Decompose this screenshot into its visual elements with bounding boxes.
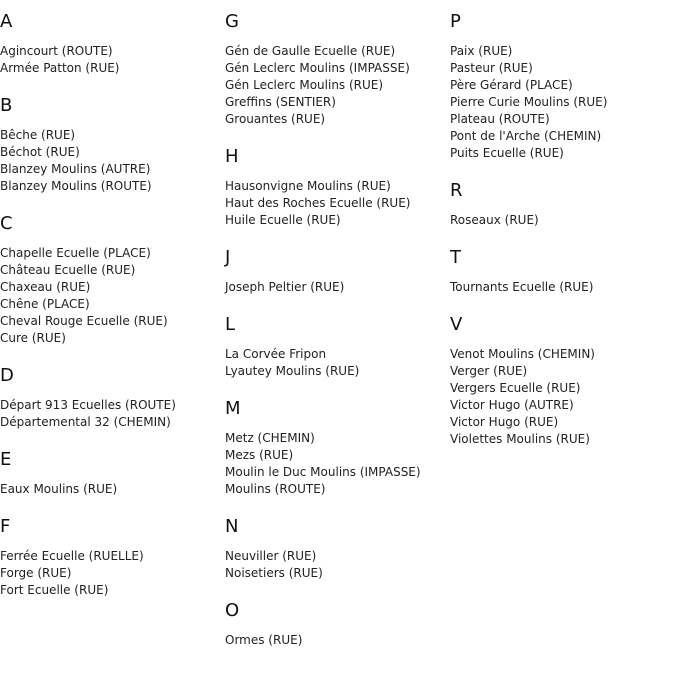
street-item: Pont de l'Arche (CHEMIN) — [450, 129, 602, 143]
street-item: Pierre Curie Moulins (RUE) — [450, 95, 608, 109]
street-item: Violettes Moulins (RUE) — [450, 432, 590, 446]
street-item: Fort Ecuelle (RUE) — [0, 583, 109, 597]
street-item: Père Gérard (PLACE) — [450, 78, 573, 92]
street-list — [0, 548, 220, 599]
index-column-2 — [225, 10, 445, 666]
street-item: Départemental 32 (CHEMIN) — [0, 415, 171, 429]
street-item: Château Ecuelle (RUE) — [0, 263, 136, 277]
street-item: Mezs (RUE) — [225, 448, 294, 462]
letter-heading: L — [225, 314, 236, 335]
street-item: Cure (RUE) — [0, 331, 66, 345]
letter-heading: B — [0, 95, 13, 116]
street-item: Joseph Peltier (RUE) — [225, 280, 345, 294]
street-item: Ferrée Ecuelle (RUELLE) — [0, 549, 144, 563]
street-item: Blanzey Moulins (ROUTE) — [0, 179, 152, 193]
letter-heading: H — [225, 146, 239, 167]
letter-group — [0, 515, 220, 599]
street-list — [0, 127, 220, 195]
letter-group — [450, 313, 675, 448]
letter-heading: D — [0, 365, 14, 386]
street-item: Puits Ecuelle (RUE) — [450, 146, 564, 160]
street-item: Plateau (ROUTE) — [450, 112, 550, 126]
street-list — [0, 245, 220, 347]
street-item: Verger (RUE) — [450, 364, 528, 378]
street-item: Metz (CHEMIN) — [225, 431, 315, 445]
street-item: Chaxeau (RUE) — [0, 280, 91, 294]
letter-heading: V — [450, 314, 463, 335]
street-item: Victor Hugo (AUTRE) — [450, 398, 574, 412]
letter-group — [450, 10, 675, 162]
letter-group — [225, 397, 445, 498]
street-item: Béchot (RUE) — [0, 145, 80, 159]
street-item: Haut des Roches Ecuelle (RUE) — [225, 196, 411, 210]
index-column-3 — [450, 10, 675, 465]
street-item: Grouantes (RUE) — [225, 112, 326, 126]
street-list — [0, 397, 220, 431]
street-item: Moulins (ROUTE) — [225, 482, 326, 496]
street-item: Cheval Rouge Ecuelle (RUE) — [0, 314, 168, 328]
street-item: Victor Hugo (RUE) — [450, 415, 559, 429]
street-item: Neuviller (RUE) — [225, 549, 317, 563]
street-item: Gén Leclerc Moulins (RUE) — [225, 78, 384, 92]
letter-group — [225, 246, 445, 296]
street-item: Roseaux (RUE) — [450, 213, 539, 227]
letter-group — [0, 212, 220, 347]
street-list — [225, 548, 445, 582]
street-list — [225, 346, 445, 380]
street-item: Chêne (PLACE) — [0, 297, 90, 311]
street-item: Blanzey Moulins (AUTRE) — [0, 162, 151, 176]
street-item: Paix (RUE) — [450, 44, 513, 58]
street-list — [225, 632, 445, 649]
letter-group — [0, 364, 220, 431]
street-item: Gén de Gaulle Ecuelle (RUE) — [225, 44, 396, 58]
letter-heading: R — [450, 180, 463, 201]
street-list — [225, 430, 445, 498]
letter-heading: T — [450, 247, 461, 268]
street-list — [450, 212, 675, 229]
index-column-1 — [0, 10, 220, 616]
street-item: Chapelle Ecuelle (PLACE) — [0, 246, 151, 260]
street-item: Tournants Ecuelle (RUE) — [450, 280, 594, 294]
street-list — [0, 481, 220, 498]
street-item: Venot Moulins (CHEMIN) — [450, 347, 595, 361]
street-item: Eaux Moulins (RUE) — [0, 482, 118, 496]
street-item: Bêche (RUE) — [0, 128, 76, 142]
letter-heading: G — [225, 11, 239, 32]
letter-heading: J — [225, 247, 231, 268]
letter-group — [225, 10, 445, 128]
letter-group — [0, 448, 220, 498]
street-item: Forge (RUE) — [0, 566, 72, 580]
street-list — [225, 43, 445, 128]
street-item: Ormes (RUE) — [225, 633, 303, 647]
letter-heading: N — [225, 516, 239, 537]
street-item: Gén Leclerc Moulins (IMPASSE) — [225, 61, 410, 75]
street-list — [450, 279, 675, 296]
letter-heading: A — [0, 11, 13, 32]
letter-heading: F — [0, 516, 11, 537]
street-item: La Corvée Fripon — [225, 347, 327, 361]
letter-heading: P — [450, 11, 461, 32]
street-item: Lyautey Moulins (RUE) — [225, 364, 360, 378]
street-item: Vergers Ecuelle (RUE) — [450, 381, 581, 395]
street-item: Moulin le Duc Moulins (IMPASSE) — [225, 465, 421, 479]
letter-group — [225, 515, 445, 582]
letter-heading: O — [225, 600, 240, 621]
street-item: Noisetiers (RUE) — [225, 566, 323, 580]
letter-group — [450, 246, 675, 296]
street-item: Départ 913 Ecuelles (ROUTE) — [0, 398, 176, 412]
letter-group — [225, 145, 445, 229]
street-item: Pasteur (RUE) — [450, 61, 533, 75]
street-item: Greffins (SENTIER) — [225, 95, 336, 109]
letter-heading: M — [225, 398, 241, 419]
letter-group — [450, 179, 675, 229]
letter-heading: E — [0, 449, 12, 470]
street-item: Armée Patton (RUE) — [0, 61, 120, 75]
letter-heading: C — [0, 213, 13, 234]
letter-group — [0, 10, 220, 77]
street-item: Hausonvigne Moulins (RUE) — [225, 179, 391, 193]
street-list — [0, 43, 220, 77]
street-list — [225, 279, 445, 296]
street-item: Huile Ecuelle (RUE) — [225, 213, 341, 227]
street-list — [450, 346, 675, 448]
letter-group — [0, 94, 220, 195]
street-list — [225, 178, 445, 229]
letter-group — [225, 313, 445, 380]
letter-group — [225, 599, 445, 649]
street-list — [450, 43, 675, 162]
street-item: Agincourt (ROUTE) — [0, 44, 113, 58]
